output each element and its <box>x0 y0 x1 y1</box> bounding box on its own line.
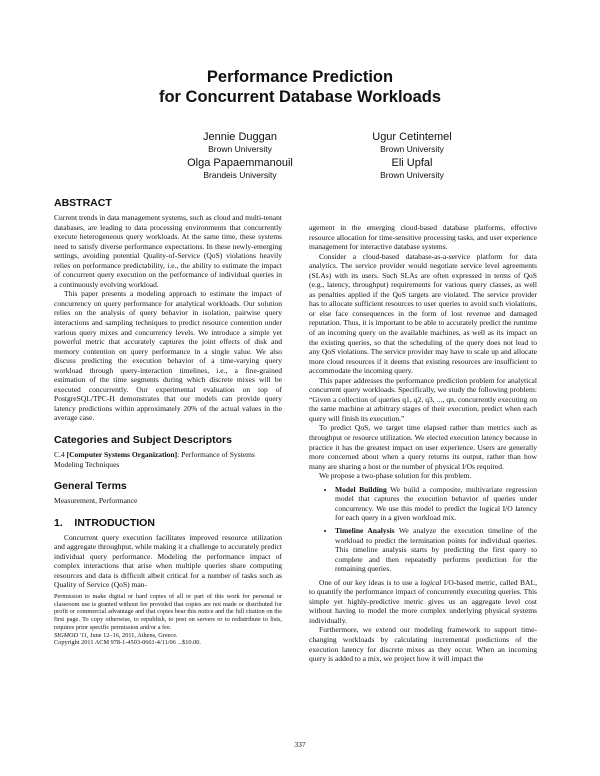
categories-heading: Categories and Subject Descriptors <box>54 434 232 447</box>
list-item-title: Timeline Analysis <box>335 525 395 535</box>
abstract-paragraph: Current trends in data management systems, such as cloud and multi-tenant databases, are leading to data processing environments that concurrently execute heterogeneous query workloads. At the same time, these systems need to satisfy diverse performance expectations. In these newly-emerging settings, avoiding potential Quality-of-Service (QoS) violations heavily relies on performance predictability, i.e., the ability to estimate the impact of concurrent query execution on the performance of individual queries in a continuously evolving workload. <box>54 213 282 289</box>
venue-line <box>54 632 282 640</box>
list-item-title: Model Building <box>335 484 387 494</box>
general-terms-text: Measurement, Performance <box>54 496 138 506</box>
introduction-heading: 1. INTRODUCTION <box>54 516 155 529</box>
text-run: I/O-based metric, called BAL, to quantify the performance impact of concurrently executing queries. This simple yet highly-predictive metric gives us an aggregate level cost without having to model the more complex underlying physical systems individually. <box>309 577 537 625</box>
category-detail: : Performance of Systems <box>177 450 255 460</box>
venue-name: SIGMOD '11, <box>54 631 89 639</box>
abstract-heading: ABSTRACT <box>54 197 112 209</box>
body-paragraph: Consider a cloud-based database-as-a-service platform for data analytics. The service provider would negotiate service level agreements (SLAs) with its users. Such SLAs are often expressed in terms of QoS (e.g., latency, throughput) requirements for various query classes, as well as penalties applied if the QoS targets are violated. The service provider has to allocate sufficient resources to user queries to avoid such violations, or else face consequences in the form of lost revenue and damaged reputation. Thus, it is important to be able to accurately predict the runtime of an incoming query on the available machines, as well as its impact on the existing queries, so that the scheduling of the query does not lead to any QoS violations. The service provider may have to scale up and allocate more cloud resources if it deems that existing resources are insufficient to accommodate the incoming query. <box>309 251 537 376</box>
category-name: [Computer Systems Organization] <box>66 450 178 460</box>
abstract-paragraph: This paper presents a modeling approach to estimate the impact of concurrency on query performance for analytical workloads. Our solution relies on the analysis of query behavior in isolation, pairwise query interactions and sampling techniques to predict resource contention under various query mixes and concurrency levels. We introduce a simple yet powerful metric that accurately captures the joint effects of disk and memory contention on query performance in a single value. We also discuss predicting the execution behavior of a time-varying query workload through query-interaction timelines, i.e., a fine-grained estimation of the time segments during which discrete mixes will be executed concurrently. Our experimental evaluation on top of PostgreSQL/TPC-H demonstrates that our models can provide query latency predictions within approximately 20% of the actual values in the average case. <box>54 289 282 423</box>
categories-text <box>54 450 282 460</box>
body-paragraph: We propose a two-phase solution for this problem. <box>319 471 472 481</box>
author-affiliation: Brown University <box>380 170 444 180</box>
permission-text: Permission to make digital or hard copies of all or part of this work for personal or classroom use is granted without fee provided that copies are not made or distributed for profit or commercial advantage and that copies bear this notice and the full citation on the first page. To copy otherwise, to republish, to post on servers or to redistribute to lists, requires prior specific permission and/or a fee. <box>54 592 282 631</box>
author-block <box>140 131 340 155</box>
author-block <box>140 157 340 181</box>
copyright-line: Copyright 2011 ACM 978-1-4503-0661-4/11/06 ...$10.00. <box>54 639 201 647</box>
author-name: Olga Papaemmanouil <box>187 157 293 169</box>
author-affiliation: Brown University <box>380 144 444 154</box>
list-item-text: We analyze the execution timeline of the workload to predict the termination points for individual queries. This timeline analysis starts by predicting the first query to complete and then repeatedly performs prediction for the remaining queries. <box>335 525 537 574</box>
categories-line2: Modeling Techniques <box>54 459 120 469</box>
solution-list <box>309 485 537 574</box>
text-run: One of our key ideas is to use a <box>319 577 421 587</box>
right-column <box>309 223 537 664</box>
copyright-notice <box>54 593 282 647</box>
body-paragraph: This paper addresses the performance prediction problem for analytical concurrent query workloads. Specifically, we study the following problem: “Given a collection of queries q1, q2, q3, ..., qn, concurrently executing on the same machine at arbitrary stages of their execution, predict when each query will finish its execution.” <box>309 375 537 423</box>
paper-title-line2: for Concurrent Database Workloads <box>158 88 442 106</box>
author-name: Jennie Duggan <box>202 131 277 143</box>
author-affiliation: Brandeis University <box>203 170 277 180</box>
body-paragraph: To predict QoS, we target time elapsed rather than metrics such as throughput or resource utilization. We elected execution latency because in practice it has the greatest impact on user experience. Users are generally more concerned about when a query returns its output, rather than how many are sharing a host or the number of physical I/Os required. <box>309 423 537 471</box>
author-name: Ugur Cetintemel <box>372 131 452 143</box>
body-paragraph: Furthermore, we extend our modeling framework to support time-changing workloads by calculating incremental predictions of the execution latency for discrete mixes as they occur. When an incoming query is added to a mix, we project how it will impact the <box>309 625 537 664</box>
author-block <box>312 157 512 181</box>
category-code: C.4 <box>54 450 65 460</box>
body-paragraph <box>309 578 537 626</box>
author-name: Eli Upfal <box>391 157 433 169</box>
list-item-text: We build a composite, multivariate regression model that captures the execution behavior of queries under concurrency. We use this model to predict the logical I/O latency for each query in a given workload mix. <box>335 484 537 523</box>
paper-title-line1: Performance Prediction <box>206 68 394 86</box>
general-terms-heading: General Terms <box>54 480 127 493</box>
author-block <box>312 131 512 155</box>
left-column <box>54 197 282 647</box>
intro-paragraph: Concurrent query execution facilitates improved resource utilization and aggregate throughput, while making it a challenge to accurately predict individual query performance. Modeling the performance impact of complex interactions that arise when multiple queries share computing resources and data is difficult albeit critical for a number of tasks such as Quality of Service (QoS) man- <box>54 532 282 590</box>
author-affiliation: Brown University <box>208 144 272 154</box>
venue-details: June 12–16, 2011, Athens, Greece. <box>88 631 178 639</box>
body-paragraph: agement in the emerging cloud-based database platforms, effective resource allocation for time-sensitive processing tasks, and user experience management for interactive database systems. <box>309 223 537 252</box>
emphasis: logical <box>420 577 442 587</box>
list-item <box>335 485 537 523</box>
page-number: 337 <box>294 740 306 749</box>
list-item <box>335 526 537 574</box>
